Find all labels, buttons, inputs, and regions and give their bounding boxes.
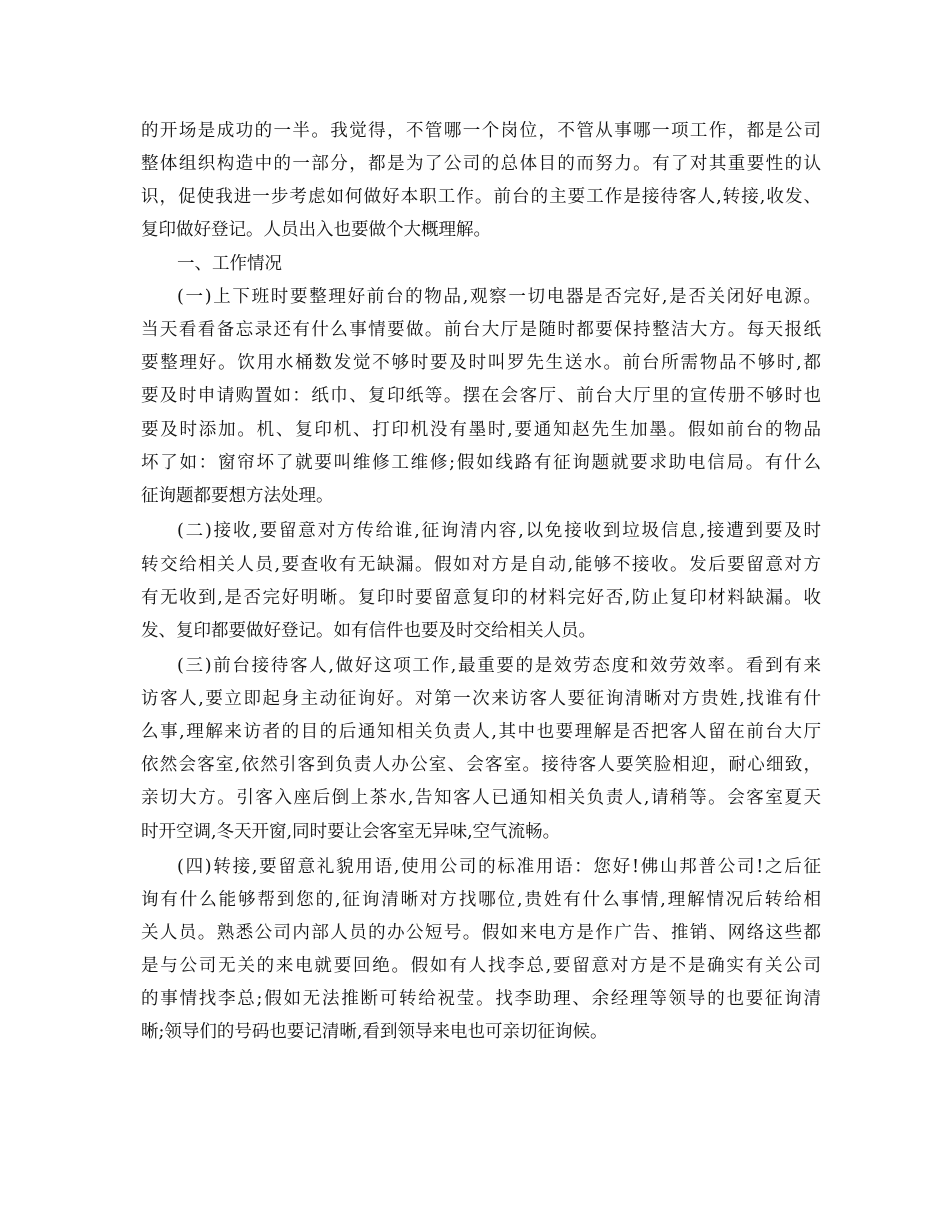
paragraph-line: (四)转接,要留意礼貌用语,使用公司的标准用语：您好!佛山邦普公司!之后征 — [177, 857, 821, 877]
paragraph-line: 征询题都要想方法处理。 — [141, 486, 334, 506]
paragraph-line: 整体组织构造中的一部分，都是为了公司的总体目的而努力。有了对其重要性的认 — [141, 154, 821, 174]
paragraph-line: (二)接收,要留意对方传给谁,征询清内容,以免接收到垃圾信息,接遭到要及时 — [177, 521, 821, 541]
paragraph-line: 发、复印都要做好登记。如有信件也要及时交给相关人员。 — [141, 621, 596, 641]
paragraph-line: 询有什么能够帮到您的,征询清晰对方找哪位,贵姓有什么事情,理解情况后转给相 — [141, 890, 821, 910]
paragraph-line: 转交给相关人员,要查收有无缺漏。假如对方是自动,能够不接收。发后要留意对方 — [141, 555, 821, 575]
paragraph-line: 亲切大方。引客入座后倒上茶水,告知客人已通知相关负责人,请稍等。会客室夏天 — [141, 788, 821, 808]
paragraph-line: 晰;领导们的号码也要记清晰,看到领导来电也可亲切征询候。 — [141, 1022, 608, 1042]
paragraph-line: (三)前台接待客人,做好这项工作,最重要的是效劳态度和效劳效率。看到有来 — [177, 656, 821, 676]
paragraph-line: 坏了如：窗帘坏了就要叫维修工维修;假如线路有征询题就要求助电信局。有什么 — [141, 453, 821, 473]
paragraph-line: 有无收到,是否完好明晰。复印时要留意复印的材料完好否,防止复印材料缺漏。收 — [141, 588, 821, 608]
paragraph-line: 的开场是成功的一半。我觉得，不管哪一个岗位，不管从事哪一项工作，都是公司 — [141, 121, 821, 141]
paragraph-line: 依然会客室,依然引客到负责人办公室、会客室。接待客人要笑脸相迎，耐心细致， — [141, 755, 821, 775]
paragraph-line: 识，促使我进一步考虑如何做好本职工作。前台的主要工作是接待客人,转接,收发、 — [141, 187, 821, 207]
paragraph-line: 时开空调,冬天开窗,同时要让会客室无异味,空气流畅。 — [141, 822, 561, 842]
paragraph-line: 的事情找李总;假如无法推断可转给祝莹。找李助理、余经理等领导的也要征询清 — [141, 989, 821, 1009]
paragraph-line: 要整理好。饮用水桶数发觉不够时要及时叫罗先生送水。前台所需物品不够时,都 — [141, 353, 821, 373]
section-heading: 一、工作情况 — [177, 254, 282, 274]
paragraph-line: 是与公司无关的来电就要回绝。假如有人找李总,要留意对方是不是确实有关公司 — [141, 956, 821, 976]
paragraph-line: 关人员。熟悉公司内部人员的办公短号。假如来电方是作广告、推销、网络这些都 — [141, 923, 821, 943]
paragraph-line: 访客人,要立即起身主动征询好。对第一次来访客人要征询清晰对方贵姓,找谁有什 — [141, 689, 821, 709]
paragraph-line: 当天看看备忘录还有什么事情要做。前台大厅是随时都要保持整洁大方。每天报纸 — [141, 320, 821, 340]
paragraph-line: 要及时添加。机、复印机、打印机没有墨时,要通知赵先生加墨。假如前台的物品 — [141, 420, 821, 440]
paragraph-line: 么事,理解来访者的目的后通知相关负责人,其中也要理解是否把客人留在前台大厅 — [141, 722, 821, 742]
paragraph-line: 要及时申请购置如：纸巾、复印纸等。摆在会客厅、前台大厅里的宣传册不够时也 — [141, 386, 821, 406]
paragraph-line: 复印做好登记。人员出入也要做个大概理解。 — [141, 220, 491, 240]
paragraph-line: (一)上下班时要整理好前台的物品,观察一切电器是否完好,是否关闭好电源。 — [177, 287, 821, 307]
